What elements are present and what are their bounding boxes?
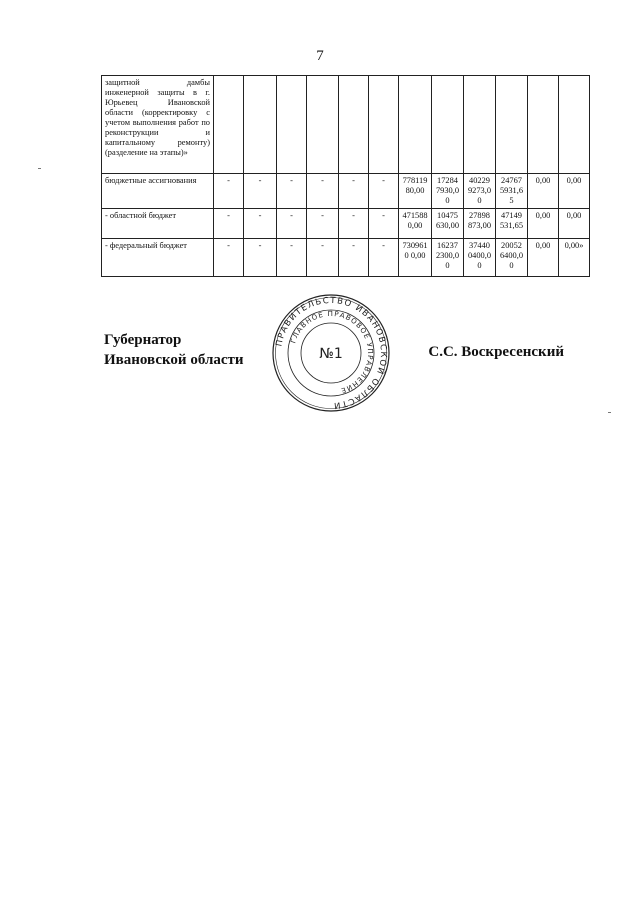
table-cell: 200526400,00 xyxy=(496,239,528,277)
table-cell: - xyxy=(339,174,369,209)
table-cell: 77811980,00 xyxy=(399,174,432,209)
table-row xyxy=(102,209,590,239)
table-cell: - xyxy=(214,239,244,277)
table-cell: - xyxy=(244,239,277,277)
governor-title xyxy=(104,330,244,370)
budget-table xyxy=(101,75,590,277)
table-cell xyxy=(339,76,369,174)
table-cell: - xyxy=(244,209,277,239)
table-cell: - xyxy=(244,174,277,209)
table-cell: 0,00 xyxy=(528,209,559,239)
table-cell: - xyxy=(369,239,399,277)
table-cell: 0,00 xyxy=(528,239,559,277)
table-cell xyxy=(369,76,399,174)
table-row xyxy=(102,174,590,209)
table-cell: - xyxy=(307,239,339,277)
seal-ring-text: ПРАВИТЕЛЬСТВО ИВАНОВСКОЙ ОБЛАСТИ xyxy=(274,295,389,411)
table-cell xyxy=(244,76,277,174)
governor-name: С.С. Воскресенский xyxy=(428,344,564,360)
table-cell: 47149531,65 xyxy=(496,209,528,239)
table-cell: 4715880,00 xyxy=(399,209,432,239)
table-cell: 374400400,00 xyxy=(464,239,496,277)
scan-mark xyxy=(38,168,41,169)
table-cell: 172847930,00 xyxy=(432,174,464,209)
table-cell: - xyxy=(369,174,399,209)
official-seal xyxy=(271,293,391,413)
table-cell: - xyxy=(339,239,369,277)
table-cell xyxy=(559,76,590,174)
seal-number: №1 xyxy=(319,346,343,362)
row-label: - областной бюджет xyxy=(102,209,214,239)
table-cell: 0,00 xyxy=(559,174,590,209)
table-cell: 247675931,65 xyxy=(496,174,528,209)
table-row xyxy=(102,76,590,174)
table-cell xyxy=(528,76,559,174)
table-cell xyxy=(277,76,307,174)
governor-title-line2: Ивановской области xyxy=(104,352,244,368)
table-cell xyxy=(464,76,496,174)
table-cell xyxy=(307,76,339,174)
table-cell: - xyxy=(277,239,307,277)
seal-inner-text: ГЛАВНОЕ ПРАВОВОЕ УПРАВЛЕНИЕ xyxy=(289,309,375,395)
scan-mark xyxy=(608,412,611,413)
table-cell: 27898873,00 xyxy=(464,209,496,239)
table-cell: - xyxy=(277,209,307,239)
table-cell: - xyxy=(214,174,244,209)
table-cell xyxy=(214,76,244,174)
table-cell: - xyxy=(214,209,244,239)
table-cell: 0,00» xyxy=(559,239,590,277)
row-label: защитной дамбы инженерной защиты в г. Юрьевец Ивановской области (корректировку с учетом выполнения работ по реконструкции и капитальному ремонту) (разделение на этапы)» xyxy=(102,76,214,174)
table-cell: - xyxy=(307,209,339,239)
row-label: бюджетные ассигнования xyxy=(102,174,214,209)
table-cell: 402299273,00 xyxy=(464,174,496,209)
table-row xyxy=(102,239,590,277)
table-cell xyxy=(399,76,432,174)
table-cell: 10475630,00 xyxy=(432,209,464,239)
table-cell xyxy=(496,76,528,174)
table-cell: - xyxy=(277,174,307,209)
table-cell: 0,00 xyxy=(528,174,559,209)
table-cell: 0,00 xyxy=(559,209,590,239)
governor-title-line1: Губернатор xyxy=(104,332,182,348)
table-cell: - xyxy=(369,209,399,239)
table-cell: 7309610 0,00 xyxy=(399,239,432,277)
page-number: 7 xyxy=(316,48,324,64)
table-cell: - xyxy=(307,174,339,209)
table-cell: - xyxy=(339,209,369,239)
table-cell xyxy=(432,76,464,174)
row-label: - федеральный бюджет xyxy=(102,239,214,277)
table-cell: 162372300,00 xyxy=(432,239,464,277)
